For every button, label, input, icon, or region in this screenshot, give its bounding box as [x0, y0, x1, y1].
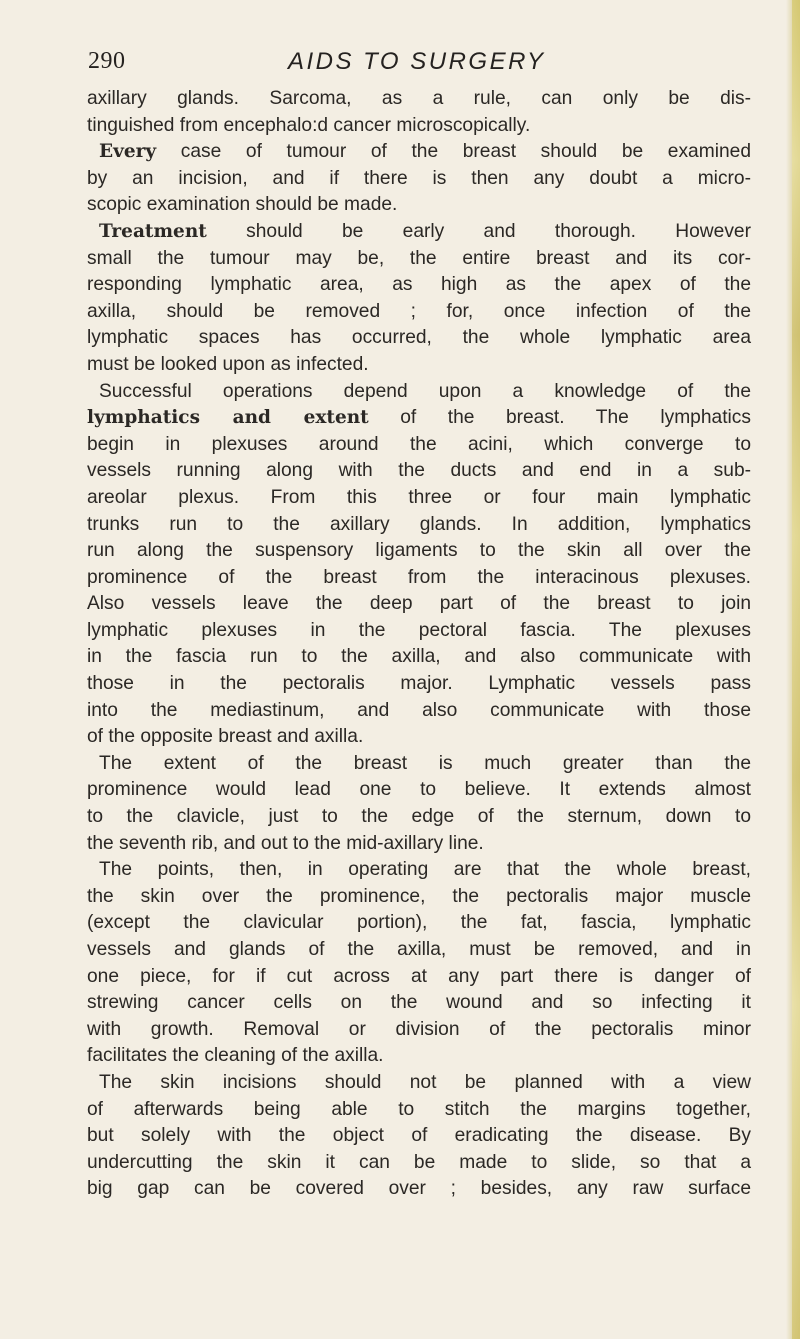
text-line-30: The points, then, in operating are that the whole breast,: [99, 859, 751, 881]
text-line-10: lymphatic spaces has occurred, the whole lymphatic area: [87, 327, 751, 349]
text-line-40: but solely with the object of eradicating the disease. By: [87, 1125, 751, 1147]
text-line-13-rest: of the breast. The lymphatics: [400, 407, 751, 429]
text-line-2: tinguished from encephalo:d cancer microscopically.: [87, 114, 531, 136]
text-line-26: The extent of the breast is much greater than the: [99, 752, 751, 774]
text-line-27: prominence would lead one to believe. It extends almost: [87, 779, 751, 801]
text-line-38: The skin incisions should not be planned with a view: [99, 1071, 751, 1093]
text-line-35: strewing cancer cells on the wound and so infecting it: [87, 992, 751, 1014]
text-line-22: in the fascia run to the axilla, and also communicate with: [87, 646, 751, 668]
bold-term-lymphatics-and-extent: lymphatics and extent: [87, 407, 369, 429]
text-line-19: prominence of the breast from the interacinous plexuses.: [87, 566, 751, 588]
text-line-6-rest: should be early and thorough. However: [246, 220, 751, 242]
text-line-29: the seventh rib, and out to the mid-axillary line.: [87, 832, 484, 854]
text-line-24: into the mediastinum, and also communicate with those: [87, 699, 751, 721]
text-line-20: Also vessels leave the deep part of the breast to join: [87, 593, 751, 615]
text-line-11: must be looked upon as infected.: [87, 353, 369, 375]
text-line-17: trunks run to the axillary glands. In addition, lymphatics: [87, 513, 751, 535]
text-line-12: Successful operations depend upon a knowledge of the: [99, 380, 751, 402]
text-line-1: axillary glands. Sarcoma, as a rule, can only be dis-: [87, 88, 751, 109]
text-line-18: run along the suspensory ligaments to the skin all over the: [87, 540, 751, 562]
bold-term-treatment: Treatment: [99, 220, 207, 242]
body-text: [87, 86, 751, 1203]
text-line-16: areolar plexus. From this three or four main lymphatic: [87, 486, 751, 508]
text-line-37: facilitates the cleaning of the axilla.: [87, 1045, 384, 1067]
text-line-31: the skin over the prominence, the pectoralis major muscle: [87, 885, 751, 907]
text-line-32: (except the clavicular portion), the fat, fascia, lymphatic: [87, 912, 751, 934]
text-line-7: small the tumour may be, the entire breast and its cor-: [87, 247, 751, 269]
text-line-33: vessels and glands of the axilla, must be removed, and in: [87, 939, 751, 960]
text-line-36: with growth. Removal or division of the pectoralis minor: [87, 1018, 751, 1040]
text-line-14: begin in plexuses around the acini, which converge to: [87, 433, 751, 455]
text-line-3-rest: case of tumour of the breast should be examined: [180, 141, 751, 163]
text-line-39: of afterwards being able to stitch the margins together,: [87, 1098, 751, 1120]
text-line-8: responding lymphatic area, as high as the apex of the: [87, 274, 751, 296]
text-line-25: of the opposite breast and axilla.: [87, 726, 364, 748]
text-line-23: those in the pectoralis major. Lymphatic vessels pass: [87, 673, 751, 695]
text-line-41: undercutting the skin it can be made to slide, so that a: [87, 1151, 751, 1173]
text-line-21: lymphatic plexuses in the pectoral fascia. The plexuses: [87, 619, 751, 641]
page-number: 290: [88, 48, 126, 74]
bold-term-every: Every: [99, 141, 157, 163]
text-line-3: [87, 139, 751, 166]
text-line-34: one piece, for if cut across at any part there is danger of: [87, 965, 751, 987]
text-line-42: big gap can be covered over ; besides, any raw surface: [87, 1178, 751, 1200]
text-line-15: vessels running along with the ducts and end in a sub-: [87, 460, 751, 482]
text-line-5: scopic examination should be made.: [87, 194, 398, 216]
text-line-9: axilla, should be removed ; for, once infection of the: [87, 300, 751, 322]
page-header: [88, 48, 748, 80]
text-line-28: to the clavicle, just to the edge of the sternum, down to: [87, 806, 751, 828]
text-line-4: by an incision, and if there is then any doubt a micro-: [87, 167, 751, 189]
page-edge-discoloration: [792, 0, 800, 1339]
text-line-6: [87, 219, 751, 246]
text-line-13: [87, 405, 751, 432]
running-title: AIDS TO SURGERY: [288, 48, 546, 75]
